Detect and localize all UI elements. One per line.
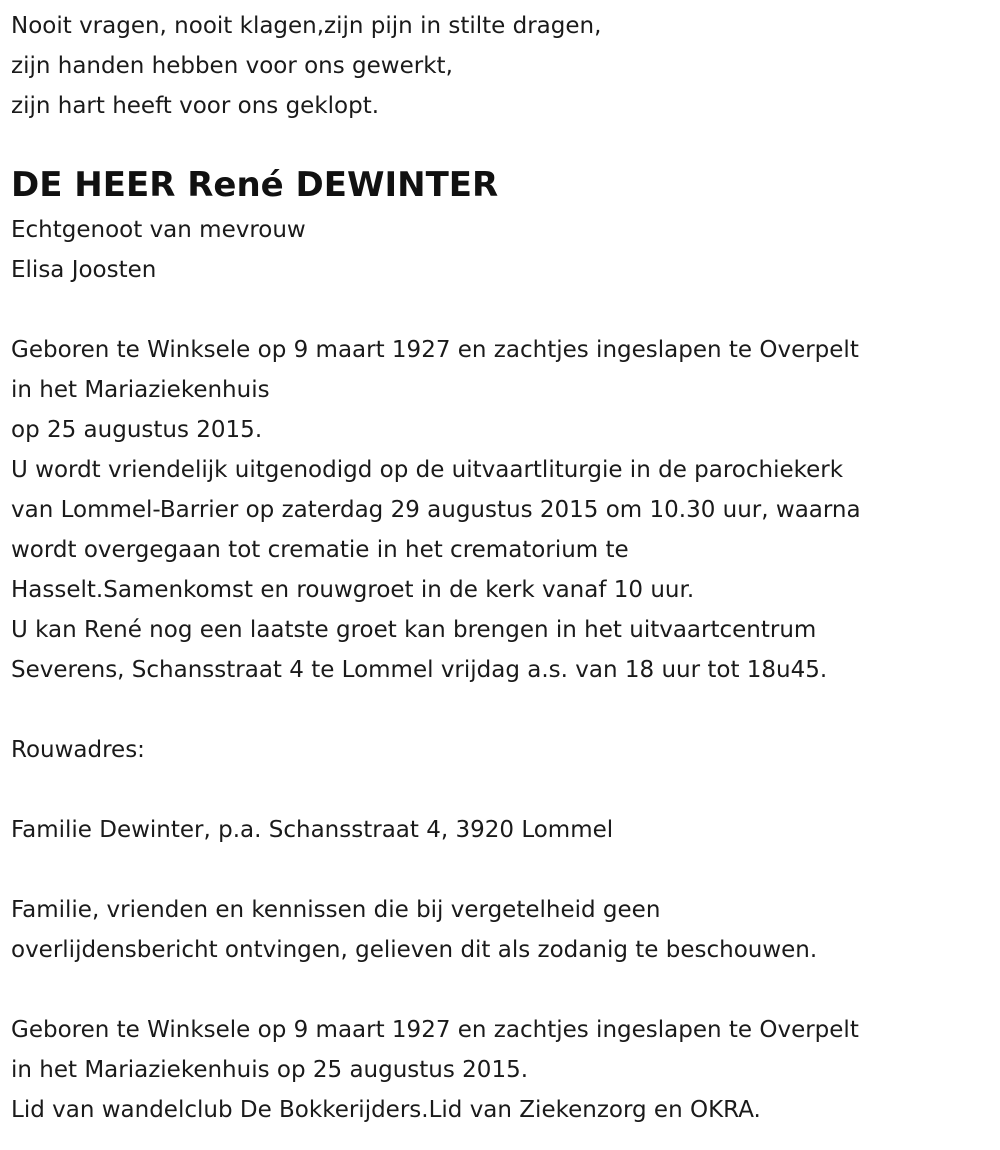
deceased-name: DE HEER René DEWINTER bbox=[11, 165, 499, 205]
announcement-line: U wordt vriendelijk uitgenodigd op de uitvaartliturgie in de parochiekerk bbox=[11, 457, 844, 483]
bio-line: Geboren te Winksele op 9 maart 1927 en zachtjes ingeslapen te Overpelt bbox=[11, 1017, 859, 1043]
announcement-line: Hasselt.Samenkomst en rouwgroet in de kerk vanaf 10 uur. bbox=[11, 577, 695, 603]
announcement-line: van Lommel-Barrier op zaterdag 29 augustus 2015 om 10.30 uur, waarna bbox=[11, 497, 861, 523]
notice bbox=[11, 890, 996, 970]
bio-line: in het Mariaziekenhuis op 25 augustus 2015. bbox=[11, 1057, 529, 1083]
biography bbox=[11, 1010, 996, 1130]
address-label: Rouwadres: bbox=[11, 737, 145, 763]
announcement-line: U kan René nog een laatste groet kan brengen in het uitvaartcentrum bbox=[11, 617, 817, 643]
mourning-address: Familie Dewinter, p.a. Schansstraat 4, 3920 Lommel bbox=[11, 817, 614, 843]
notice-line: Familie, vrienden en kennissen die bij vergetelheid geen bbox=[11, 897, 661, 923]
poem-line: zijn handen hebben voor ons gewerkt, bbox=[11, 53, 453, 79]
poem bbox=[11, 6, 996, 126]
obituary-document bbox=[11, 6, 996, 1130]
announcement-line: Severens, Schansstraat 4 te Lommel vrijdag a.s. van 18 uur tot 18u45. bbox=[11, 657, 828, 683]
poem-line: zijn hart heeft voor ons geklopt. bbox=[11, 93, 380, 119]
spouse-line: Echtgenoot van mevrouw bbox=[11, 217, 306, 243]
bio-line: Lid van wandelclub De Bokkerijders.Lid van Ziekenzorg en OKRA. bbox=[11, 1097, 761, 1123]
announcement-line: Geboren te Winksele op 9 maart 1927 en zachtjes ingeslapen te Overpelt bbox=[11, 337, 859, 363]
announcement bbox=[11, 330, 996, 690]
announcement-line: in het Mariaziekenhuis bbox=[11, 377, 270, 403]
announcement-line: op 25 augustus 2015. bbox=[11, 417, 263, 443]
poem-line: Nooit vragen, nooit klagen,zijn pijn in stilte dragen, bbox=[11, 13, 602, 39]
spouse-line: Elisa Joosten bbox=[11, 257, 157, 283]
notice-line: overlijdensbericht ontvingen, gelieven dit als zodanig te beschouwen. bbox=[11, 937, 818, 963]
announcement-line: wordt overgegaan tot crematie in het crematorium te bbox=[11, 537, 629, 563]
spouse-info bbox=[11, 210, 996, 290]
